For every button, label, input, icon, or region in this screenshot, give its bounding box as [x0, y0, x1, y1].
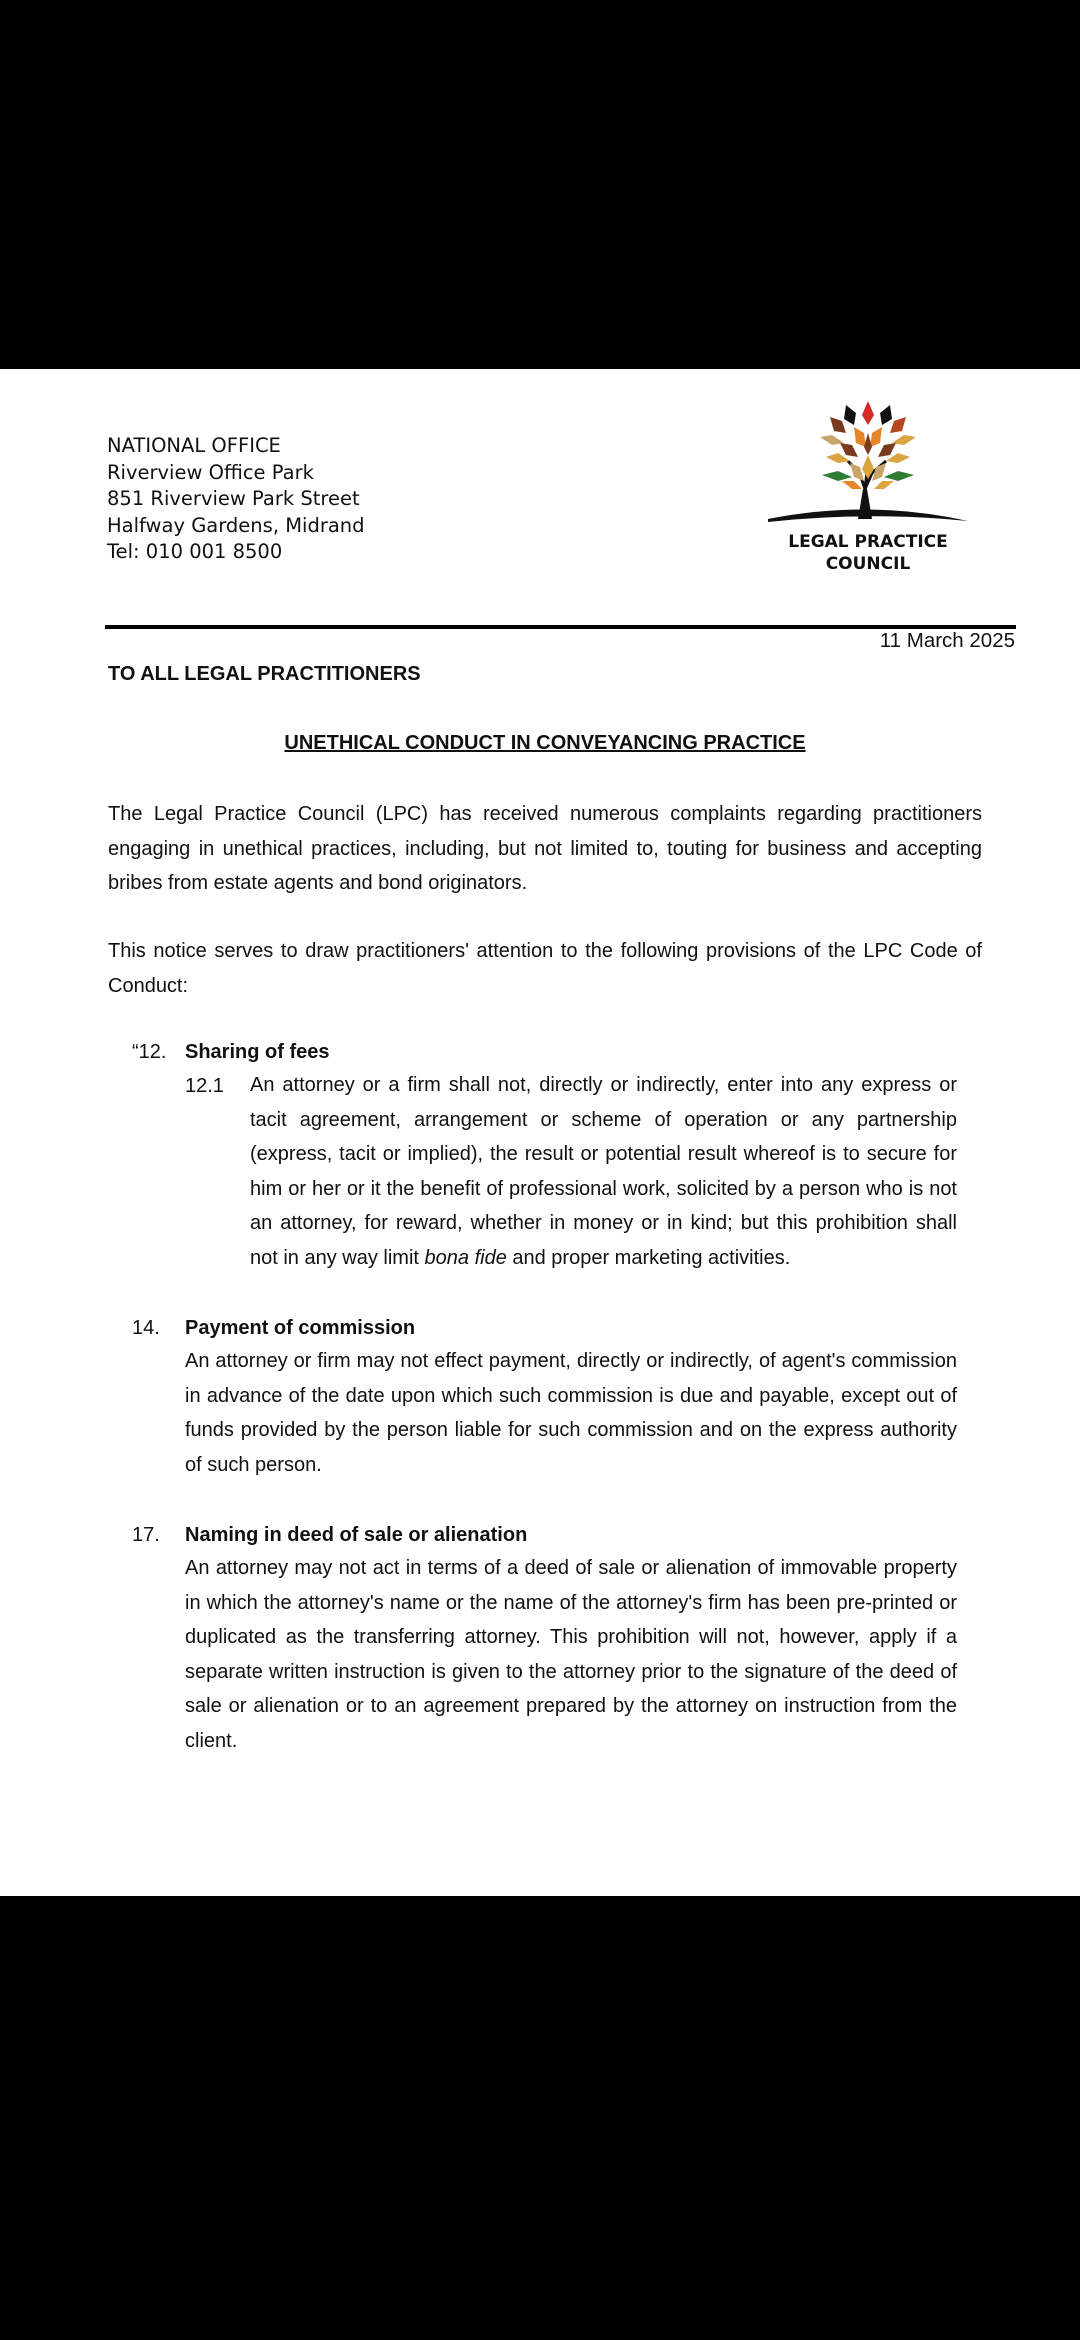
- address-line: Halfway Gardens, Midrand: [107, 513, 365, 537]
- body-text: An attorney or a firm shall not, directly or indirectly, enter into any express or tacit agreement, arrangement or scheme of operation or any partnership (express, tacit or implied), the result or potential result whereof is to secure for him or her or it the benefit of professional work, solicited by a person who is not an attorney, for reward, whether in money or in kind; but this prohibition shall not in any way limit: [250, 1074, 957, 1269]
- section-title: Sharing of fees: [185, 1041, 330, 1063]
- italic-term: bona fide: [424, 1246, 507, 1269]
- section-title: Payment of commission: [185, 1317, 416, 1339]
- recipients-heading: TO ALL LEGAL PRACTITIONERS: [108, 663, 421, 685]
- lpc-logo: [768, 389, 968, 579]
- letter-date: 11 March 2025: [879, 629, 1015, 652]
- office-address: [107, 433, 365, 566]
- tree-logo-icon: [768, 389, 968, 534]
- section-number: 17.: [132, 1524, 160, 1546]
- subject-heading: UNETHICAL CONDUCT IN CONVEYANCING PRACTICE: [284, 732, 806, 754]
- logo-wordmark: [768, 531, 968, 575]
- notice-paragraph: This notice serves to draw practitioners' attention to the following provisions of the LPC Code of Conduct:: [108, 940, 982, 997]
- logo-text-line: COUNCIL: [825, 554, 911, 574]
- section-title: Naming in deed of sale or alienation: [185, 1524, 528, 1546]
- body-text: and proper marketing activities.: [506, 1246, 791, 1269]
- document-page: [0, 369, 1080, 1896]
- section-body: [250, 1068, 957, 1275]
- section-body: An attorney or firm may not effect payment, directly or indirectly, of agent's commission in advance of the date upon which such commission is due and payable, except out of funds provided by the person liable for such commission and on the express authority of such person.: [185, 1350, 957, 1476]
- section-number: “12.: [132, 1041, 167, 1063]
- address-line: NATIONAL OFFICE: [107, 434, 281, 457]
- section-body: An attorney may not act in terms of a deed of sale or alienation of immovable property in which the attorney's name or the name of the attorney's firm has been pre-printed or duplicated as the transferring attorney. This prohibition will not, however, apply if a separate written instruction is given to the attorney prior to the signature of the deed of sale or alienation or to an agreement prepared by the attorney on instruction from the client.: [185, 1557, 957, 1752]
- logo-text-line: LEGAL PRACTICE: [788, 532, 948, 552]
- address-line: Riverview Office Park: [107, 460, 314, 484]
- intro-paragraph: The Legal Practice Council (LPC) has received numerous complaints regarding practitioners engaging in unethical practices, including, but not limited to, touting for business and accepting bribes from estate agents and bond originators.: [108, 803, 982, 894]
- address-line: 851 Riverview Park Street: [107, 487, 360, 510]
- subsection-number: 12.1: [185, 1075, 224, 1097]
- address-line: Tel: 010 001 8500: [107, 540, 283, 563]
- section-number: 14.: [132, 1317, 160, 1339]
